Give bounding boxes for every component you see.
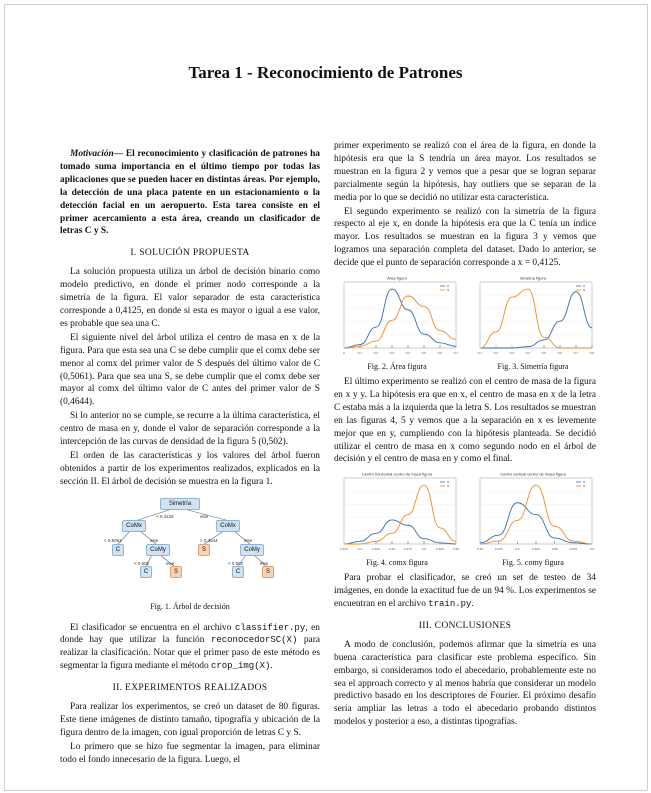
tree-edge-label: else [200,513,209,519]
paragraph: El segundo experimento se realizó con la simetría de la figura respecto al eje x, en donde la hipótesis era que la C tenía un índice mayor. Los resultados se muestran en la figura 3 y vemos que logramos una separación completa del dataset. Dado lo anterior, se decide que el punto de separación corresponde a x = 0,4125. [334,206,596,269]
tree-leaf-c: C [112,544,124,556]
text-run: . [270,661,273,672]
tree-node-comx-left: CoMx [122,520,146,532]
tree-leaf-c: C [232,566,244,578]
tree-edge-label: else [244,537,253,543]
section-heading-3: III. CONCLUSIONES [418,619,512,631]
code-reconocedor-function: reconocedorSC(X) [210,635,298,646]
paragraph: El último experimento se realizó con el centro de masa de la figura en x y y. La hipótesis era que en x, el centro de masa en x de la letra C estaba más a la izquierda que la letra S. Los resultados se muestran en las figuras 4, 5 y vemos que a la separación en x es levemente mejor que en y, cumpliendo con la hipótesis planteada. Se decidió utilizar el centro de masa en x como segundo nodo en el árbol de decisión y el centro de masa en y como el final. [334,376,596,465]
code-classifier-file: classifier.py [235,622,306,633]
tree-edge-label: else [150,537,159,543]
paragraph: Lo primero que se hizo fue segmentar la imagen, para eliminar todo el fondo innecesario de la figura. Luego, el [60,741,320,765]
x-tick-label: 0.55 [551,547,558,552]
x-tick-label: 0.6 [437,351,443,356]
plot-area [480,478,592,544]
text-run: Para probar el clasificador, se creó un set de testeo de 34 imágenes, en donde la exactitud fue de un 94 %. Los experimentos se encuentran en el archivo [334,573,596,610]
abstract-lead: Motivación— [70,149,124,159]
text-run: . [471,599,474,610]
paragraph: primer experimento se realizó con el área de la figura, en donde la hipótesis era que la S tendría un área mayor. Los resultados se muestran en la figura 2 y vemos que a pesar que se logran separar parcialmente según la hipótesis, hay outliers que se separan de la media por lo que se decidió no utilizar esta característica. [334,141,596,203]
chart-title: Área figura [387,275,407,281]
x-tick-label: 0 [343,351,345,356]
x-tick-label: 0.5 [541,351,547,356]
text-run: , en donde hay que utilizar la función [60,622,320,646]
tree-node-comx-right: CoMx [216,520,240,532]
x-tick-label: 0.45 [477,547,483,552]
abstract-text: El reconocimiento y clasificación de patrones ha tomado suma importancia en el último tiempo por todas las aplicaciones que se pueden hacer en distintas áreas. Por ejemplo, la detección de una placa patente en un estacionamiento o la detección facial en un aeropuerto. Esta tarea consiste en el primer acercamiento a esta área, creando un clasificador de letras C y S. [60,149,320,237]
figure-4 [334,470,460,570]
x-tick-label: 0.4 [525,351,531,356]
tree-edge-label: else [260,560,269,566]
section-heading-1: I. SOLUCIÓN PROPUESTA [130,247,250,259]
paragraph [334,572,596,611]
comy-chart [470,470,596,554]
legend-label: C [447,480,450,485]
x-tick-label: 0.55 [453,547,459,552]
x-tick-label: 0.5 [421,351,427,356]
legend-label: S [583,288,586,293]
x-tick-label: 0.475 [404,547,412,552]
x-tick-label: 0.3 [389,351,395,356]
tree-edge-label: < 0.5061 [104,537,122,543]
x-tick-label: 0.6 [589,547,595,552]
right-column [334,140,596,730]
x-tick-label: 0.4 [405,351,411,356]
tree-leaf-s: S [262,566,274,578]
x-tick-label: 0.4 [357,547,363,552]
area-chart [334,274,460,358]
figure-3-caption: Fig. 3. Simetría figura [497,362,569,372]
figure-2-caption: Fig. 2. Área figura [367,362,427,372]
legend-label: S [583,484,586,489]
x-tick-label: 0.575 [569,547,578,552]
text-run: El clasificador se encuentra en el archivo [70,622,236,633]
tree-leaf-s: S [198,544,210,556]
x-tick-label: 0.6 [557,351,563,356]
paper-title: Tarea 1 - Reconocimiento de Patrones [188,63,463,82]
tree-leaf-c: C [140,566,152,578]
x-tick-label: 0.7 [453,351,459,356]
legend-label: C [583,480,586,485]
decision-tree-figure [60,495,320,599]
tree-node-comy-right: CoMy [240,544,264,556]
tree-edge-label: else [166,560,175,566]
section-heading-2: II. EXPERIMENTOS REALIZADOS [112,682,268,694]
legend-label: C [583,284,586,289]
code-crop-img: crop_img(X) [210,661,271,672]
legend-label: S [447,484,450,489]
x-tick-label: 0.45 [389,547,395,552]
paragraph: A modo de conclusión, podemos afirmar que la simetría es una buena característica para clasificar este problema específico. Sin embargo, si consideramos todo el abecedario, probablemente este no sea el approach correcto y al menos habría que considerar un modelo predictivo basado en los descriptores de Fourier. El próximo desafío sería ampliar las letras a todo el abecedario probando distintos modelos y posterior a eso, a distintas tipografías. [334,639,596,728]
chart-title: Centro vertical centro de masa figura [500,471,566,477]
x-tick-label: 0.425 [372,547,380,552]
comx-chart [334,470,460,554]
figure-row-2-3 [334,274,596,374]
abstract [60,148,320,238]
tree-edges [60,495,320,599]
figure-2 [334,274,460,374]
figure-1-caption: Fig. 1. Árbol de decisión [150,601,230,611]
x-tick-label: 0.5 [515,547,520,552]
tree-edge-label: < 0.502 [228,560,244,566]
plot-area [344,282,456,348]
figure-row-4-5 [334,470,596,570]
tree-edge-label: > 0.4644 [200,537,218,543]
paragraph: El orden de las características y los valores del árbol fueron obtenidos a partir de los experimentos realizados, explicados en la sección II. El árbol de decisión se muestra en la figura 1. [60,450,320,487]
tree-node-root: Simetría [160,498,200,510]
figure-5-caption: Fig. 5. comy figura [502,558,564,568]
figure-3 [470,274,596,374]
legend-label: C [447,284,450,289]
tree-node-comy-left: CoMy [146,544,170,556]
text-run: para realizar la clasificación. Notar que el primer paso de este método es segmentar la figura mediante el método [60,635,320,672]
x-tick-label: 0.2 [373,351,379,356]
paragraph: Si lo anterior no se cumple, se recurre a la última característica, el centro de masa en y, donde el valor de separación corresponde a la intercepción de las curvas de densidad de la figura 5 (0,502). [60,411,320,448]
legend-label: S [447,288,450,293]
tree-edge-label: < 0.502 [134,560,150,566]
x-tick-label: 0.2 [493,351,499,356]
paragraph: La solución propuesta utiliza un árbol de decisión binario como modelo predictivo, en donde el primer nodo corresponde a la simetría de la figura. El valor separador de esta característica corresponde a 0,4125, en donde si esta es mayor o igual a ese valor, es probable que sea una C. [60,267,320,329]
paragraph [60,622,320,674]
figure-5 [470,470,596,570]
figure-4-caption: Fig. 4. comx figura [366,558,428,568]
x-tick-label: 0.8 [589,351,595,356]
x-tick-label: 0.525 [436,547,444,552]
left-column [60,148,320,768]
x-tick-label: 0.1 [357,351,363,356]
code-train-file: train.py [428,599,472,610]
x-tick-label: 0.7 [573,351,579,356]
chart-title: Simetría figura [519,275,547,281]
paragraph: Para realizar los experimentos, se creó un dataset de 80 figuras. Este tiene imágenes de distinto tamaño, tipografía y ubicación de la figura dentro de la imagen, con igual proporción de letras C y S. [60,702,320,738]
x-tick-label: 0.525 [532,547,540,552]
paragraph: El siguiente nivel del árbol utiliza el centro de masa en x de la figura. Para que esta sea una C se debe cumplir que el comx debe ser menor al comx del primer valor de S después del último valor de C (0,5061). Para que sea una S, se debe cumplir que el comx debe ser mayor al comx del último valor de C antes del primer valor de S (0,4644). [60,332,320,408]
x-tick-label: 0.1 [477,351,483,356]
x-tick-label: 0.3 [509,351,515,356]
x-tick-label: 0.475 [494,547,503,552]
symmetry-chart [470,274,596,358]
chart-title: Centro horizontal centro de masa figura [361,471,433,477]
tree-leaf-s: S [170,566,182,578]
x-tick-label: 0.5 [421,547,427,552]
x-tick-label: 0.375 [340,547,348,552]
plot-area [344,478,456,544]
tree-edge-label: < 0.4125 [156,513,174,519]
